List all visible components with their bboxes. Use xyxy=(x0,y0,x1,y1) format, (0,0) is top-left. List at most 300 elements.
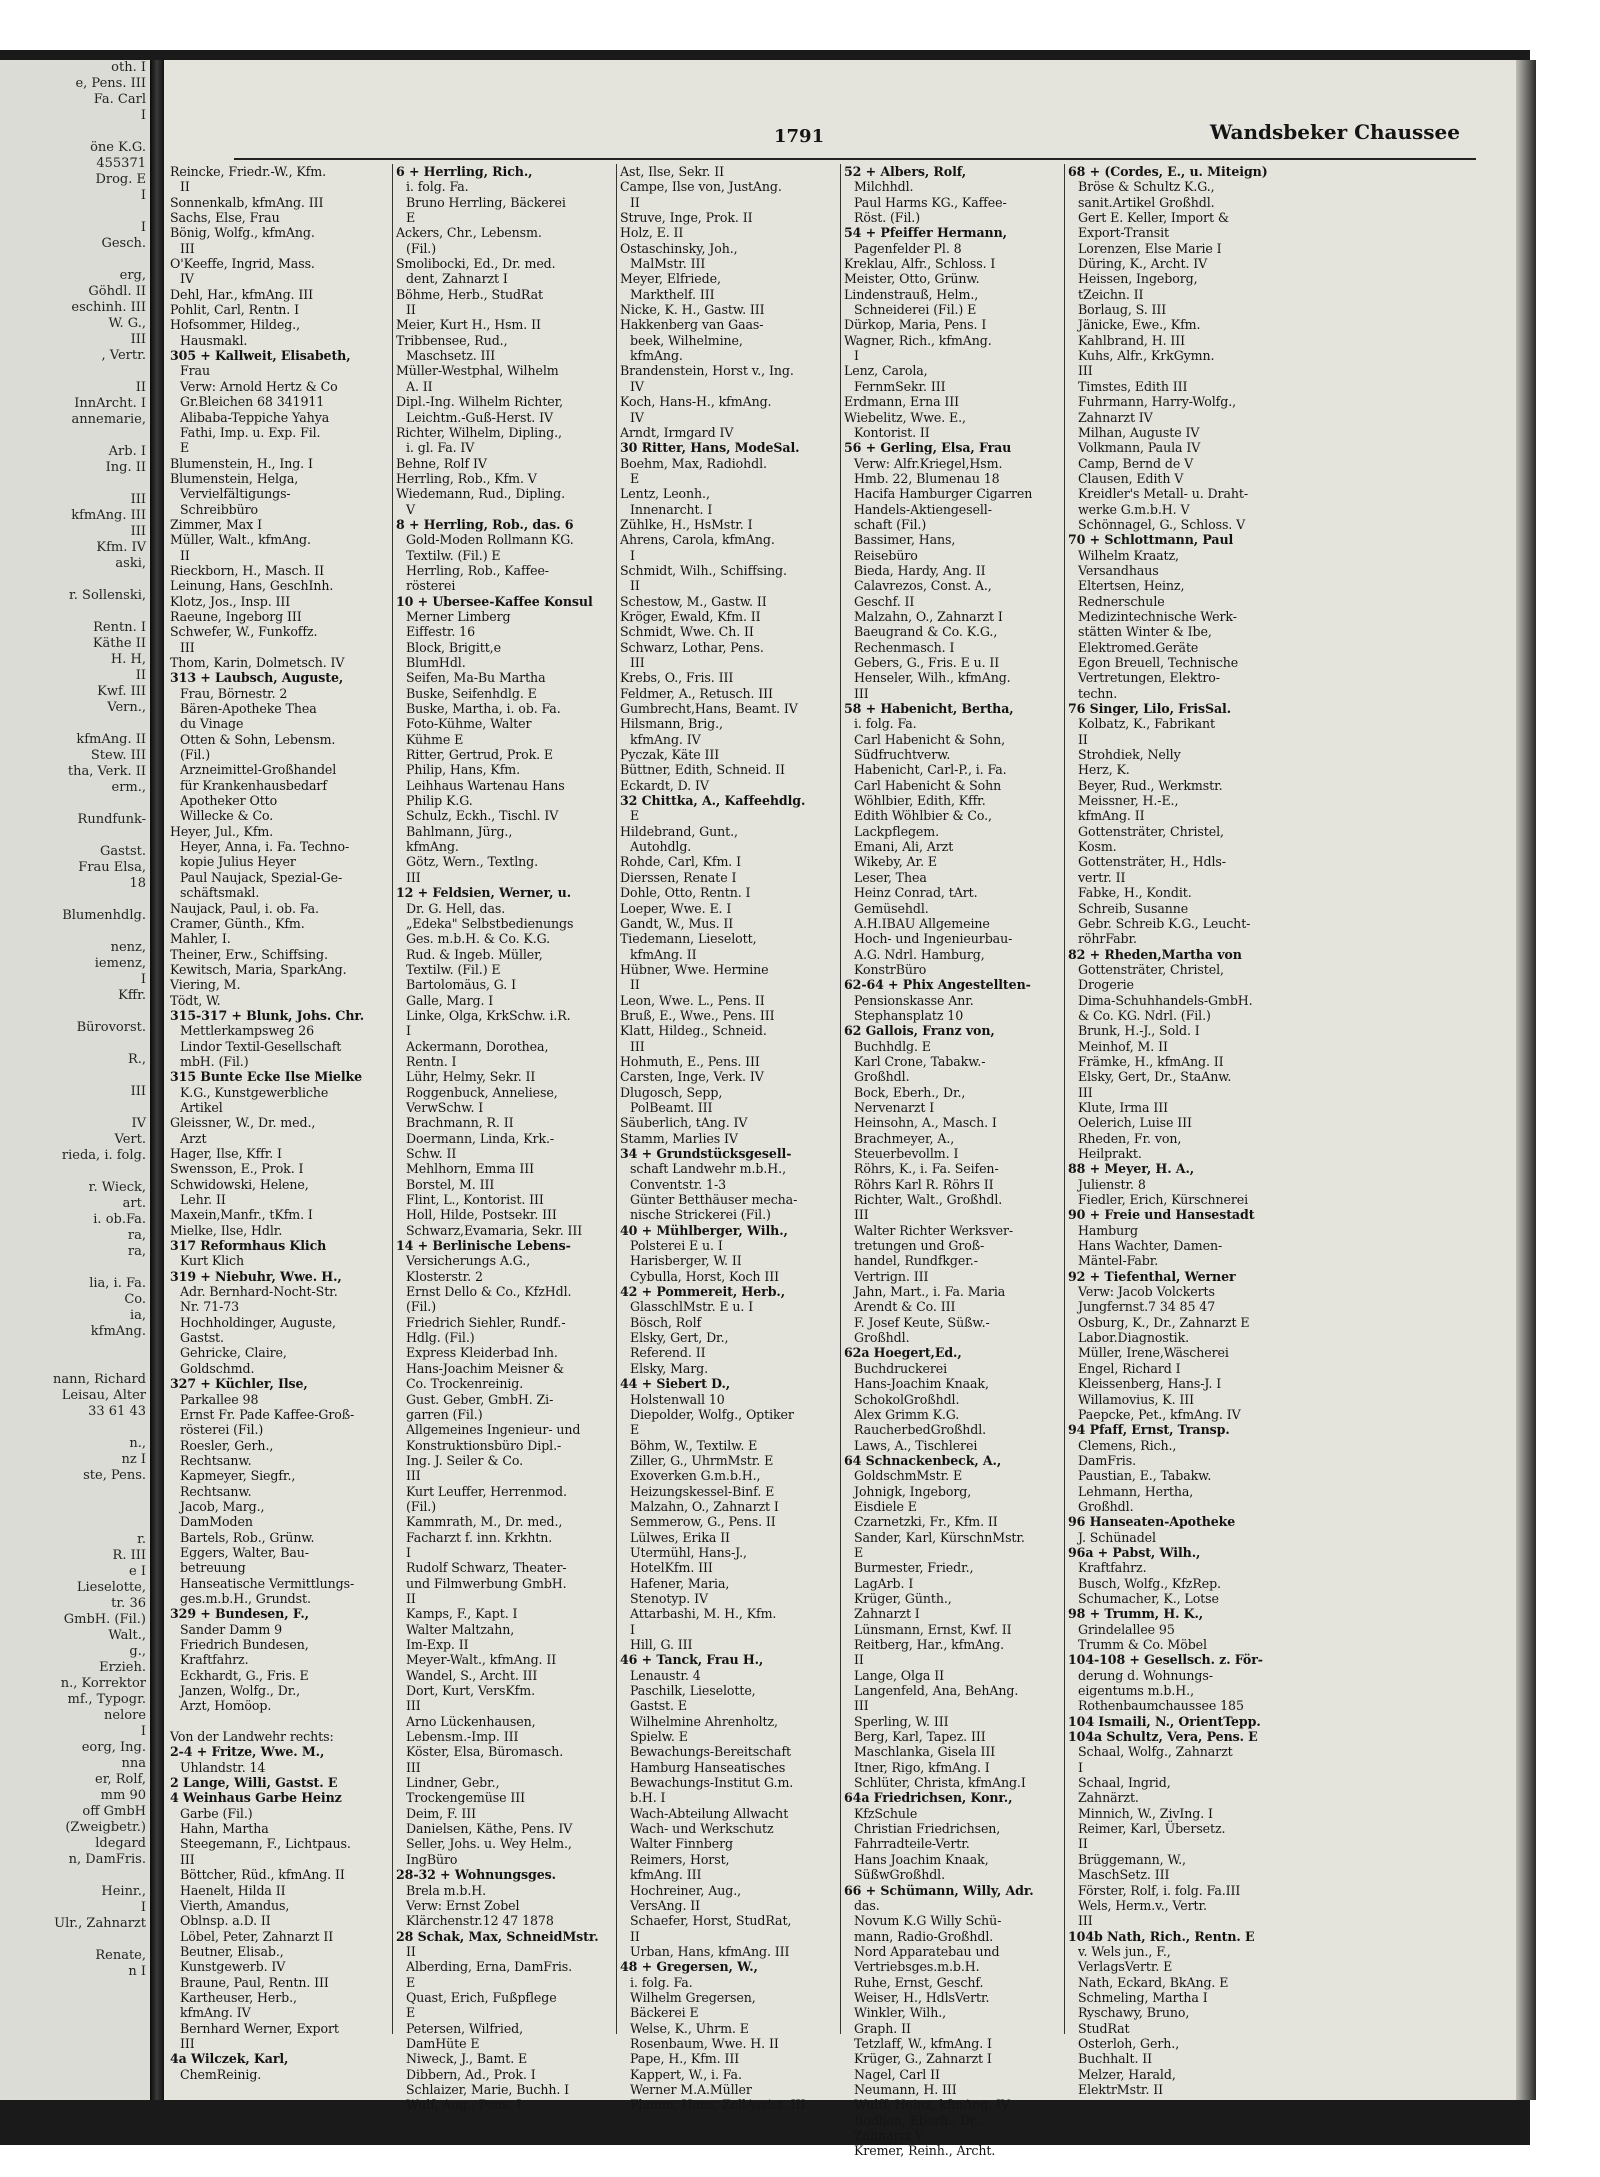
directory-entry-line: Böhm, W., Textilw. E xyxy=(630,1437,758,1453)
directory-entry-line: Bruno Herrling, Bäckerei xyxy=(406,194,566,210)
directory-entry-line: Kewitsch, Maria, SparkAng. xyxy=(170,961,347,977)
directory-entry-line: Krüger, G., Zahnarzt I xyxy=(854,2051,992,2067)
directory-entry-line: Südfruchtverw. xyxy=(854,747,951,763)
directory-entry-line: Karl Crone, Tabakw.- xyxy=(854,1053,986,1069)
directory-entry-line: Kammrath, M., Dr. med., xyxy=(406,1514,563,1530)
directory-entry-line: derung d. Wohnungs- xyxy=(1078,1667,1213,1683)
directory-entry-line: Reimers, Horst, xyxy=(630,1851,730,1867)
directory-entry-line: Danielsen, Käthe, Pens. IV xyxy=(406,1821,573,1837)
directory-entry-line: Block, Brigitt,e xyxy=(406,639,501,655)
directory-entry-line: Hans Wachter, Damen- xyxy=(1078,1238,1223,1254)
left-page-line: W. G., xyxy=(108,316,146,331)
left-page-line: ra, xyxy=(127,1244,146,1259)
directory-entry-line: A.H.IBAU Allgemeine xyxy=(854,915,990,931)
directory-entry-line: Lebensm.-Imp. III xyxy=(406,1729,519,1745)
directory-entry-line: Fathi, Imp. u. Exp. Fil. xyxy=(180,424,321,440)
directory-entry-line: Handels-Aktiengesell- xyxy=(854,501,992,517)
directory-entry-line: Günter Betthäuser mecha- xyxy=(630,1192,798,1208)
directory-entry-line: Gebr. Schreib K.G., Leucht- xyxy=(1078,915,1251,931)
directory-entry-line: Labor.Diagnostik. xyxy=(1078,1330,1190,1346)
directory-entry-line: II xyxy=(630,1928,640,1944)
left-page-line: Arb. I xyxy=(108,444,146,459)
directory-entry-line: Alberding, Erna, DamFris. xyxy=(406,1959,573,1975)
directory-entry-line: Koch, Hans-H., kfmAng. xyxy=(620,394,772,410)
directory-entry-line: Bären-Apotheke Thea xyxy=(180,701,317,717)
directory-entry-line: Kreidler's Metall- u. Draht- xyxy=(1078,486,1249,502)
directory-entry-line: III xyxy=(1078,1913,1093,1929)
directory-entry-line: Schaefer, Horst, StudRat, xyxy=(630,1913,792,1929)
directory-entry-line: Philip K.G. xyxy=(406,793,473,809)
directory-entry-line: Holstenwall 10 xyxy=(630,1391,725,1407)
directory-entry-line: Busch, Wolfg., KfzRep. xyxy=(1078,1575,1221,1591)
directory-entry-line: Fabke, H., Kondit. xyxy=(1078,885,1192,901)
directory-entry-line: Leser, Thea xyxy=(854,869,927,885)
directory-entry-line: Pape, H., Kfm. III xyxy=(630,2051,740,2067)
directory-entry-line: Oelerich, Luise III xyxy=(1078,1115,1192,1131)
directory-entry-line: Raeune, Ingeborg III xyxy=(170,608,302,624)
directory-entry-line: Dehl, Har., kfmAng. III xyxy=(170,286,313,302)
directory-entry-line: Bieda, Hardy, Ang. II xyxy=(854,562,986,578)
directory-entry-line: Schmidt, Wwe. Ch. II xyxy=(620,624,754,640)
directory-entry-line: Wandel, S., Archt. III xyxy=(406,1667,538,1683)
directory-entry-line: Maschsetz. III xyxy=(406,348,496,364)
left-page-line: Vert. xyxy=(114,1132,146,1147)
directory-entry-line: Müller, Walt., kfmAng. xyxy=(170,532,311,548)
directory-entry-line: 66 + Schümann, Willy, Adr. xyxy=(844,1882,1034,1898)
directory-entry-line: DamFris. xyxy=(1078,1452,1136,1468)
directory-entry-line: garren (Fil.) xyxy=(406,1406,483,1422)
left-page-line: R. III xyxy=(112,1548,146,1563)
directory-entry-line: Lühr, Helmy, Sekr. II xyxy=(406,1069,536,1085)
directory-entry-line: Ruhe, Ernst, Geschf. xyxy=(854,1974,984,1990)
directory-entry-line: Habenicht, Carl-P., i. Fa. xyxy=(854,762,1007,778)
directory-entry-line: Nervenarzt I xyxy=(854,1099,935,1115)
directory-entry-line: PolBeamt. III xyxy=(630,1099,713,1115)
directory-entry-line: Bewachungs-Institut G.m. xyxy=(630,1775,794,1791)
directory-entry-line: Arndt, Irmgard IV xyxy=(620,424,734,440)
directory-entry-line: Wiebelitz, Wwe. E., xyxy=(844,409,966,425)
directory-entry-line: E xyxy=(630,1422,640,1438)
left-page-line xyxy=(0,1340,150,1356)
directory-entry-line: Buchhalt. II xyxy=(1078,2051,1152,2067)
directory-entry-line: kfmAng. xyxy=(406,839,459,855)
directory-entry-line: Fiedler, Erich, Kürschnerei xyxy=(1078,1192,1249,1208)
directory-entry-line: Carl Habenicht & Sohn xyxy=(854,777,1002,793)
directory-entry-line: Werner M.A.Müller xyxy=(630,2081,752,2097)
left-page-line xyxy=(0,428,150,444)
directory-entry-line: Export-Transit xyxy=(1078,225,1170,241)
directory-entry-line: Rednerschule xyxy=(1078,593,1165,609)
directory-entry-line: III xyxy=(180,240,195,256)
directory-entry-line: Berg, Karl, Tapez. III xyxy=(854,1729,986,1745)
directory-entry-line: Gust. Geber, GmbH. Zi- xyxy=(406,1391,554,1407)
directory-entry-line: Büttner, Edith, Schneid. II xyxy=(620,762,785,778)
left-page-line: III xyxy=(130,332,146,347)
directory-entry-line: Bewachungs-Bereitschaft xyxy=(630,1744,791,1760)
left-page-line: tr. 36 xyxy=(111,1596,146,1611)
directory-entry-line: 64a Friedrichsen, Konr., xyxy=(844,1790,1013,1806)
directory-entry-line: Blumenstein, Helga, xyxy=(170,470,299,486)
directory-entry-line: vertr. II xyxy=(1078,869,1126,885)
directory-entry-line: Alex Grimm K.G. xyxy=(854,1406,960,1422)
left-page-line: II xyxy=(135,380,146,395)
directory-entry-line: 96a + Pabst, Wilh., xyxy=(1068,1544,1201,1560)
directory-entry-line: Fahrradteile-Vertr. xyxy=(854,1836,970,1852)
directory-entry-line: Heilprakt. xyxy=(1078,1146,1142,1161)
directory-entry-line: Gold-Moden Rollmann KG. xyxy=(406,532,574,548)
directory-entry-line: Walter Finnberg xyxy=(630,1836,734,1852)
left-page-line: 455371 xyxy=(96,156,146,171)
directory-entry-line: Schw. II xyxy=(406,1146,457,1161)
directory-entry-line: „Edeka" Selbstbedienungs xyxy=(406,915,574,931)
directory-entry-line: Naujack, Paul, i. ob. Fa. xyxy=(170,900,319,916)
left-page-line: Kffr. xyxy=(118,988,146,1003)
directory-entry-line: Haenelt, Hilda II xyxy=(180,1882,286,1898)
directory-entry-line: i. folg. Fa. xyxy=(406,179,469,195)
directory-entry-line: betreuung xyxy=(180,1560,246,1576)
directory-entry-line: 62 Gallois, Franz von, xyxy=(844,1023,995,1039)
directory-entry-line: Heissen, Ingeborg, xyxy=(1078,271,1198,287)
directory-entry-line: Otten & Sohn, Lebensm. xyxy=(180,731,336,747)
left-page-line: III xyxy=(130,524,146,539)
directory-entry-line: Bahlmann, Jürg., xyxy=(406,823,513,839)
directory-entry-line: Bösch, Rolf xyxy=(630,1314,702,1330)
directory-entry-line: i. folg. Fa. xyxy=(854,716,917,732)
left-page-line xyxy=(0,924,150,940)
left-page-line xyxy=(0,1068,150,1084)
directory-entry-line: Meister, Otto, Grünw. xyxy=(844,271,980,287)
directory-entry-line: Jahn, Mart., i. Fa. Maria xyxy=(854,1284,1006,1300)
directory-entry-line: Müller, Irene,Wäscherei xyxy=(1078,1345,1229,1361)
directory-entry-line: DamHüte E xyxy=(406,2035,480,2051)
directory-entry-line: tretungen und Groß- xyxy=(854,1238,985,1254)
directory-entry-line: Sonnenkalb, kfmAng. III xyxy=(170,194,324,210)
directory-entry-line: Galle, Marg. I xyxy=(406,992,494,1008)
directory-entry-line: Edith Wöhlbier & Co., xyxy=(854,808,992,824)
directory-entry-line: Brachmeyer, A., xyxy=(854,1130,955,1146)
directory-entry-line: 315 Bunte Ecke Ilse Mielke xyxy=(170,1069,363,1085)
column-divider xyxy=(840,164,841,2034)
directory-entry-line: Eisdiele E xyxy=(854,1498,917,1514)
directory-entry-line: DamModen xyxy=(180,1514,253,1530)
directory-entry-line: Ackers, Chr., Lebensm. xyxy=(396,225,542,241)
directory-entry-line: Viering, M. xyxy=(170,977,241,993)
left-page-line: n I xyxy=(128,1964,146,1979)
directory-entry-line: Kremer, Reinh., Archt. xyxy=(854,2143,996,2159)
directory-entry-line: Bernhard Werner, Export xyxy=(180,2020,339,2036)
directory-entry-line: E xyxy=(180,440,190,456)
directory-entry-line: v. Wels jun., F., xyxy=(1078,1943,1171,1959)
directory-entry-line: Paul Naujack, Spezial-Ge- xyxy=(180,869,343,885)
directory-entry-line: 104-108 + Gesellsch. z. För- xyxy=(1068,1652,1263,1668)
left-page-line: e, Pens. III xyxy=(75,76,146,91)
directory-entry-line: I xyxy=(630,1621,635,1637)
left-page-line: H. H, xyxy=(110,652,146,667)
directory-entry-line: II xyxy=(406,1943,416,1959)
directory-entry-line: Minnich, W., ZivIng. I xyxy=(1078,1805,1213,1821)
directory-entry-line: Oblnsp. a.D. II xyxy=(180,1913,271,1929)
directory-entry-line: Diepolder, Wolfg., Optiker xyxy=(630,1406,794,1422)
left-page-line: Rundfunk- xyxy=(77,812,146,827)
directory-entry-line: Schmidt, Wilh., Schiffsing. xyxy=(620,562,787,578)
directory-entry-line: Conventstr. 1-3 xyxy=(630,1176,727,1192)
directory-entry-line: Schneiderei (Fil.) E xyxy=(854,302,977,318)
directory-entry-line: Rechtsanw. xyxy=(180,1452,252,1468)
left-page-line: GmbH. (Fil.) xyxy=(63,1612,146,1627)
directory-entry-line: III xyxy=(630,655,645,670)
directory-entry-line: Semmerow, G., Pens. II xyxy=(630,1514,776,1530)
directory-entry-line: E xyxy=(406,2005,416,2021)
left-page-line: öne K.G. xyxy=(90,140,146,155)
directory-entry-line: Eiffestr. 16 xyxy=(406,624,475,640)
directory-entry-line: Willamovius, K. III xyxy=(1078,1391,1195,1407)
left-page-line xyxy=(0,1516,150,1532)
directory-entry-line: Milhan, Auguste IV xyxy=(1078,424,1200,440)
left-page-line xyxy=(0,1356,150,1372)
directory-entry-line: Ostaschinsky, Joh., xyxy=(620,240,738,256)
left-page-line: ste, Pens. xyxy=(83,1468,146,1483)
directory-entry-line: III xyxy=(406,1468,421,1484)
left-page-line xyxy=(0,476,150,492)
directory-entry-line: Bröse & Schultz K.G., xyxy=(1078,179,1215,195)
directory-page xyxy=(164,60,1516,2159)
directory-entry-line: handel, Rundfkger.- xyxy=(854,1253,978,1269)
directory-entry-line: Eltertsen, Heinz, xyxy=(1078,578,1185,594)
directory-entry-line: Hochholdinger, Auguste, xyxy=(180,1314,336,1330)
left-page-line xyxy=(0,1260,150,1276)
directory-entry-line: Meyer-Walt., kfmAng. II xyxy=(406,1652,557,1668)
directory-entry-line: Novum K.G Willy Schü- xyxy=(854,1913,1002,1929)
directory-entry-line: Janzen, Wolfg., Dr., xyxy=(180,1683,301,1699)
directory-entry-line: Stenotyp. IV xyxy=(630,1590,708,1606)
directory-entry-line: Leichtm.-Guß-Herst. IV xyxy=(406,409,553,425)
left-page-line xyxy=(0,716,150,732)
directory-entry-line: Medizintechnische Werk- xyxy=(1078,608,1237,624)
directory-entry-line: KonstrBüro xyxy=(854,961,927,977)
directory-entry-line: 4 Weinhaus Garbe Heinz xyxy=(170,1790,342,1806)
directory-entry-line: 104 Ismaili, N., OrientTepp. xyxy=(1068,1713,1261,1729)
left-page-line: er, Rolf, xyxy=(95,1772,146,1787)
directory-entry-line: A.G. Ndrl. Hamburg, xyxy=(854,946,985,962)
left-page-line: Bürovorst. xyxy=(76,1020,146,1035)
directory-entry-line: A. II xyxy=(406,378,433,394)
directory-entry-line: Gehricke, Claire, xyxy=(180,1345,287,1361)
directory-entry-line: Uhlandstr. 14 xyxy=(180,1759,266,1775)
directory-entry-line: Schlaizer, Marie, Buchh. I xyxy=(406,2081,570,2097)
column-2 xyxy=(396,164,610,2113)
directory-entry-line: und Filmwerbung GmbH. xyxy=(406,1575,567,1591)
directory-entry-line: Främke, H., kfmAng. II xyxy=(1078,1053,1224,1069)
directory-entry-line: Zimmer, Max I xyxy=(170,516,262,532)
directory-entry-line: Lindenstrauß, Helm., xyxy=(844,286,979,302)
directory-entry-line: Heinz Conrad, tArt. xyxy=(854,885,978,901)
left-page-line xyxy=(0,1164,150,1180)
directory-entry-line: Von der Landwehr rechts: xyxy=(170,1729,334,1745)
directory-entry-line: Jänicke, Ewe., Kfm. xyxy=(1078,317,1201,333)
directory-entry-line: Rheden, Fr. von, xyxy=(1078,1130,1182,1146)
directory-entry-line: Rudolf Schwarz, Theater- xyxy=(406,1560,567,1576)
directory-entry-line: Vierth, Amandus, xyxy=(180,1897,290,1913)
directory-entry-line: Trumm & Co. Möbel xyxy=(1078,1637,1207,1652)
directory-entry-line: Dipl.-Ing. Wilhelm Richter, xyxy=(396,394,564,410)
directory-entry-line: Buske, Martha, i. ob. Fa. xyxy=(406,701,561,717)
left-page-line: Göhdl. II xyxy=(88,284,146,299)
left-page-line: nann, Richard xyxy=(52,1372,146,1387)
directory-entry-line: kfmAng. II xyxy=(1078,808,1145,824)
directory-entry-line: Köster, Elsa, Büromasch. xyxy=(406,1744,564,1760)
directory-entry-line: Harisberger, W. II xyxy=(630,1253,742,1269)
directory-entry-line: Thom, Karin, Dolmetsch. IV xyxy=(170,655,345,670)
left-page-line: nenz, xyxy=(110,940,146,955)
directory-entry-line: Borstel, M. III xyxy=(406,1176,495,1192)
directory-entry-line: Drogerie xyxy=(1078,977,1134,993)
directory-entry-line: Braune, Paul, Rentn. III xyxy=(180,1974,329,1990)
left-page-line: I xyxy=(140,220,146,235)
directory-entry-line: II xyxy=(854,1652,864,1668)
directory-entry-line: Blumenstein, H., Ing. I xyxy=(170,455,313,471)
directory-entry-line: (Fil.) xyxy=(180,747,211,763)
directory-entry-line: mann, Radio-Großhdl. xyxy=(854,1928,994,1944)
directory-entry-line: Malzahn, O., Zahnarzt I xyxy=(630,1498,779,1514)
directory-entry-line: 98 + Trumm, H. K., xyxy=(1068,1606,1204,1622)
directory-entry-line: Emani, Ali, Arzt xyxy=(854,839,954,855)
directory-entry-line: Tetzlaff, W., kfmAng. I xyxy=(854,2035,992,2051)
directory-entry-line: Autohdlg. xyxy=(630,839,692,855)
directory-entry-line: Versandhaus xyxy=(1078,562,1159,578)
left-page-line xyxy=(0,1932,150,1948)
directory-entry-line: 62a Hoegert,Ed., xyxy=(844,1345,962,1361)
directory-entry-line: stätten Winter & Ibe, xyxy=(1078,624,1212,640)
directory-entry-line: 92 + Tiefenthal, Werner xyxy=(1068,1268,1236,1284)
directory-entry-line: E xyxy=(406,210,416,226)
directory-entry-line: Nath, Eckard, BkAng. E xyxy=(1078,1974,1229,1990)
directory-entry-line: Dibbern, Ad., Prok. I xyxy=(406,2066,536,2082)
directory-entry-line: Alibaba-Teppiche Yahya xyxy=(180,409,330,425)
left-page-line xyxy=(0,1004,150,1020)
left-page-line: Ing. II xyxy=(105,460,146,475)
directory-entry-line: Rentn. I xyxy=(406,1053,457,1069)
directory-entry-line: Wilhelm Gregersen, xyxy=(630,1989,756,2005)
directory-entry-line: Hoch- und Ingenieurbau- xyxy=(854,931,1013,947)
directory-entry-line: Bock, Eberh., Dr., xyxy=(854,1084,966,1100)
directory-entry-line: & Co. KG. Ndrl. (Fil.) xyxy=(1078,1007,1211,1023)
directory-entry-line: Arzneimittel-Großhandel xyxy=(180,762,337,778)
directory-entry-line: Klosterstr. 2 xyxy=(406,1268,483,1284)
directory-entry-line: Kühme E xyxy=(406,731,464,747)
left-page-line: I xyxy=(140,1724,146,1739)
directory-entry-line: Paustian, E., Tabakw. xyxy=(1078,1468,1212,1484)
directory-entry-line: Hochreiner, Aug., xyxy=(630,1882,742,1898)
directory-entry-line: E xyxy=(630,808,640,824)
directory-entry-line: Gottensträter, H., Hdls- xyxy=(1078,854,1226,870)
directory-entry-line: HotelKfm. III xyxy=(630,1560,713,1576)
directory-entry-line: E xyxy=(406,1974,416,1990)
directory-entry-line: Lindner, Gebr., xyxy=(406,1775,500,1791)
directory-entry-line: Versicherungs A.G., xyxy=(406,1253,531,1269)
directory-entry-line: 28 Schak, Max, SchneidMstr. xyxy=(396,1928,599,1944)
directory-entry-line: Ges. m.b.H. & Co. K.G. xyxy=(406,931,551,947)
directory-entry-line: Stephansplatz 10 xyxy=(854,1007,964,1023)
directory-entry-line: Markthelf. III xyxy=(630,286,715,302)
directory-entry-line: Tödt, W. xyxy=(170,992,221,1008)
left-page-line xyxy=(0,1420,150,1436)
left-page-line xyxy=(0,828,150,844)
directory-entry-line: Hmb. 22, Blumenau 18 xyxy=(854,470,1000,486)
directory-entry-line: Arzt xyxy=(180,1130,207,1146)
directory-entry-line: IngBüro xyxy=(406,1851,458,1867)
directory-entry-line: b.H. I xyxy=(630,1790,666,1806)
directory-entry-line: Christian Friedrichsen, xyxy=(854,1821,1001,1837)
directory-entry-line: Nr. 71-73 xyxy=(180,1299,240,1315)
directory-entry-line: Strohdiek, Nelly xyxy=(1078,747,1181,763)
directory-entry-line: Ahrens, Carola, kfmAng. xyxy=(620,532,775,548)
directory-entry-line: Maschlanka, Gisela III xyxy=(854,1744,996,1760)
directory-entry-line: Heinsohn, A., Masch. I xyxy=(854,1115,997,1131)
directory-entry-line: Gert E. Keller, Import & xyxy=(1078,210,1229,226)
directory-entry-line: Rothenbaumchaussee 185 xyxy=(1078,1698,1244,1714)
directory-entry-line: Kahlbrand, H. III xyxy=(1078,332,1186,348)
directory-entry-line: V xyxy=(406,501,415,517)
directory-entry-line: Schwefer, W., Funkoffz. xyxy=(170,624,318,640)
directory-entry-line: Doermann, Linda, Krk.- xyxy=(406,1130,555,1146)
directory-entry-line: Kontorist. II xyxy=(854,424,930,440)
directory-entry-line: kfmAng. IV xyxy=(630,731,701,747)
directory-entry-line: Philip, Hans, Kfm. xyxy=(406,762,521,778)
directory-entry-line: 64 Schnackenbeck, A., xyxy=(844,1452,1002,1468)
directory-entry-line: Herz, K. xyxy=(1078,762,1130,778)
directory-entry-line: GoldschmMstr. E xyxy=(854,1468,963,1484)
directory-entry-line: Buske, Seifenhdlg. E xyxy=(406,685,537,701)
directory-entry-line: Leinung, Hans, GeschInh. xyxy=(170,578,334,594)
left-page-line: kfmAng. II xyxy=(76,732,146,747)
directory-entry-line: Schaal, Wolfg., Zahnarzt xyxy=(1078,1744,1233,1760)
directory-entry-line: Johnigk, Ingeborg, xyxy=(854,1483,972,1499)
directory-entry-line: Tiedemann, Lieselott, xyxy=(620,931,757,947)
directory-entry-line: Im-Exp. II xyxy=(406,1637,469,1652)
directory-entry-line: Seifen, Ma-Bu Martha xyxy=(406,670,546,686)
directory-entry-line: Czarnetzki, Fr., Kfm. II xyxy=(854,1514,998,1530)
directory-entry-line: Rud. & Ingeb. Müller, xyxy=(406,946,543,962)
column-4 xyxy=(844,164,1058,2159)
directory-entry-line: 32 Chittka, A., Kaffeehdlg. xyxy=(620,793,806,809)
directory-entry-line: sanit.Artikel Großhdl. xyxy=(1078,194,1215,210)
directory-entry-line: Förster, Rolf, i. folg. Fa.III xyxy=(1078,1882,1241,1898)
directory-entry-line: III xyxy=(854,1207,869,1223)
directory-entry-line: Müller-Westphal, Wilhelm xyxy=(396,363,559,379)
directory-entry-line: Cybulla, Horst, Koch III xyxy=(630,1268,779,1284)
directory-entry-line: nische Strickerei (Fil.) xyxy=(630,1207,771,1223)
directory-entry-line: Brela m.b.H. xyxy=(406,1882,487,1898)
directory-entry-line: VerlagsVertr. E xyxy=(1078,1959,1173,1975)
directory-entry-line: Gumbrecht,Hans, Beamt. IV xyxy=(620,701,798,717)
directory-entry-line: 28-32 + Wohnungsges. xyxy=(396,1867,556,1883)
left-page-line xyxy=(0,1036,150,1052)
directory-entry-line: Walter Maltzahn, xyxy=(406,1621,515,1637)
directory-entry-line: Hafener, Maria, xyxy=(630,1575,730,1591)
directory-entry-line: Holl, Hilde, Postsekr. III xyxy=(406,1207,557,1223)
directory-entry-line: Mettlerkampsweg 26 xyxy=(180,1023,315,1039)
directory-entry-line: röhrFabr. xyxy=(1078,931,1137,947)
directory-entry-line: J. Schünadel xyxy=(1078,1529,1156,1545)
directory-entry-line: Arzt, Homöop. xyxy=(180,1698,272,1714)
directory-entry-line: Theiner, Erw., Schiffsing. xyxy=(170,946,328,962)
directory-entry-line: Kreklau, Alfr., Schloss. I xyxy=(844,256,996,272)
directory-entry-line: FernmSekr. III xyxy=(854,378,946,394)
left-page-line: kfmAng. xyxy=(90,1324,146,1339)
page-edge-shadow xyxy=(1516,60,1536,2100)
left-page-line: ra, xyxy=(127,1228,146,1243)
directory-entry-line: Gr.Bleichen 68 341911 xyxy=(180,394,325,410)
